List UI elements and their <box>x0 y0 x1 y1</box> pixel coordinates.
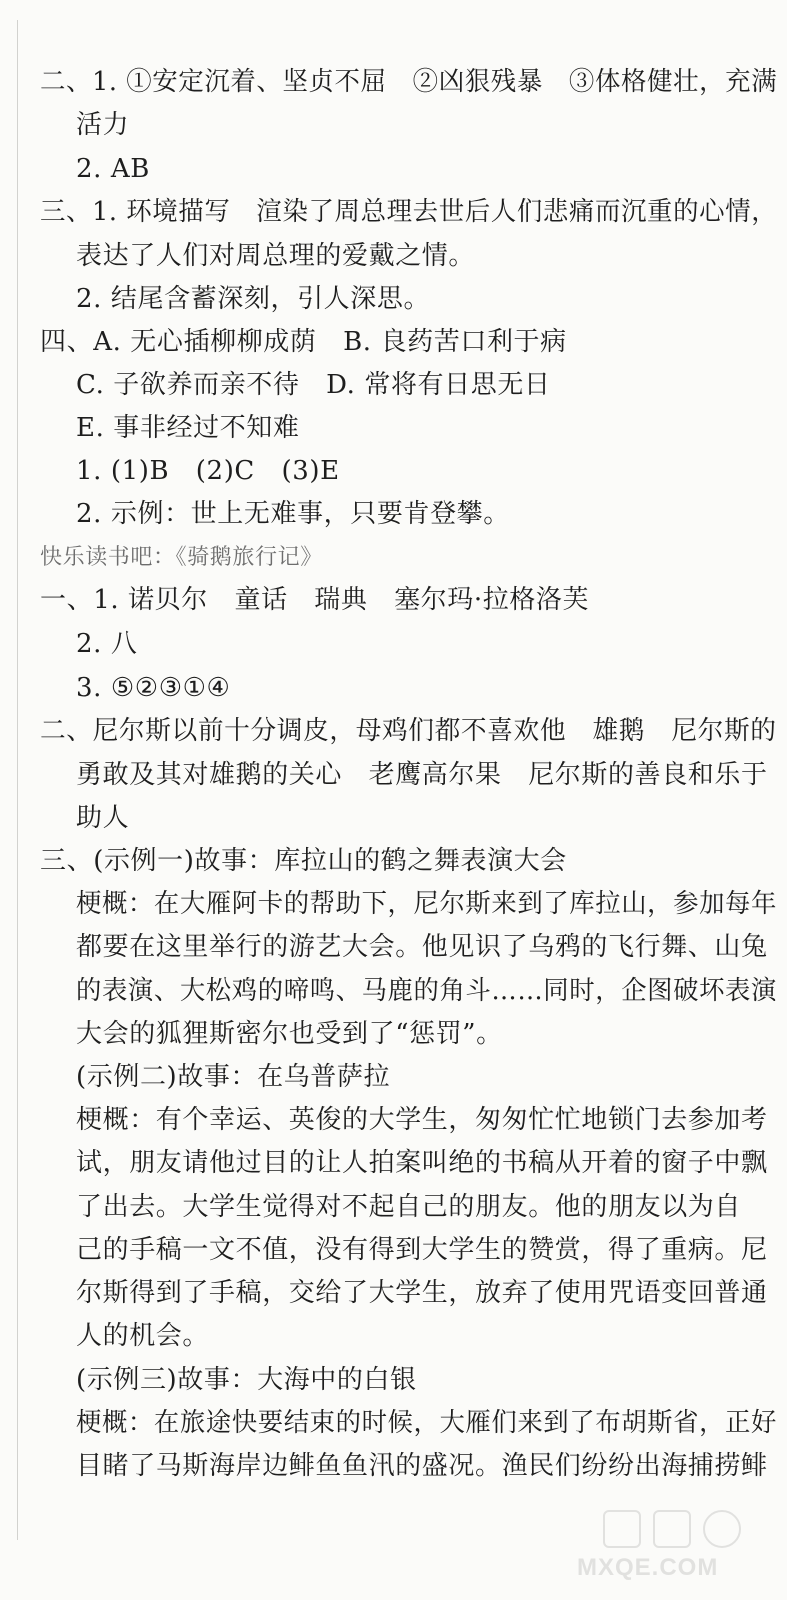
page-margin-line <box>17 20 18 1540</box>
watermark-logo <box>573 1510 773 1586</box>
answer-line: 2. 结尾含蓄深刻，引人深思。 <box>76 284 431 314</box>
answer-line: 四、A. 无心插柳柳成荫 B. 良药苦口利于病 <box>40 327 567 357</box>
answer-line: 二、尼尔斯以前十分调皮，母鸡们都不喜欢他 雄鹅 尼尔斯的 <box>40 716 777 746</box>
answer-line: E. 事非经过不知难 <box>76 413 300 443</box>
answer-line: 2. 八 <box>76 629 138 659</box>
answer-line: 三、(示例一)故事：库拉山的鹤之舞表演大会 <box>40 846 567 876</box>
answer-line: (示例二)故事：在乌普萨拉 <box>76 1062 391 1092</box>
answer-line: (示例三)故事：大海中的白银 <box>76 1365 417 1395</box>
answer-line: 人的机会。 <box>76 1321 210 1351</box>
answer-line: 了出去。大学生觉得对不起自己的朋友。他的朋友以为自 <box>76 1192 742 1222</box>
answer-line: 1. (1)B (2)C (3)E <box>76 456 340 486</box>
answer-line: 表达了人们对周总理的爱戴之情。 <box>76 241 476 271</box>
answer-line: 一、1. 诺贝尔 童话 瑞典 塞尔玛·拉格洛芙 <box>40 585 590 615</box>
answer-line: 活力 <box>76 110 130 140</box>
answer-line: 梗概：有个幸运、英俊的大学生，匆匆忙忙地锁门去参加考 <box>76 1105 768 1135</box>
answer-line: 试，朋友请他过目的让人拍案叫绝的书稿从开着的窗子中飘 <box>76 1148 768 1178</box>
answer-line: 3. ⑤②③①④ <box>76 673 231 703</box>
answer-line: 大会的狐狸斯密尔也受到了“惩罚”。 <box>76 1019 503 1049</box>
answer-line: 助人 <box>76 803 130 833</box>
answer-line: 目睹了马斯海岸边鲱鱼鱼汛的盛况。渔民们纷纷出海捕捞鲱 <box>76 1451 768 1481</box>
answer-line: 都要在这里举行的游艺大会。他见识了乌鸦的飞行舞、山兔 <box>76 932 768 962</box>
watermark-domain: MXQE.COM <box>577 1554 719 1581</box>
section-heading: 快乐读书吧：《骑鹅旅行记》 <box>40 545 323 570</box>
answer-line: 二、1. ①安定沉着、坚贞不屈 ②凶狠残暴 ③体格健壮，充满 <box>40 67 778 97</box>
answer-line: 的表演、大松鸡的啼鸣、马鹿的角斗……同时，企图破坏表演 <box>76 976 777 1006</box>
answer-line: 己的手稿一文不值，没有得到大学生的赞赏，得了重病。尼 <box>76 1235 768 1265</box>
answer-line: 梗概：在旅途快要结束的时候，大雁们来到了布胡斯省，正好 <box>76 1408 777 1438</box>
answer-line: 勇敢及其对雄鹅的关心 老鹰高尔果 尼尔斯的善良和乐于 <box>76 760 768 790</box>
answer-line: 2. 示例：世上无难事，只要肯登攀。 <box>76 499 510 529</box>
answer-line: 尔斯得到了手稿，交给了大学生，放弃了使用咒语变回普通 <box>76 1278 768 1308</box>
answer-line: 2. AB <box>76 154 150 184</box>
answer-line: 梗概：在大雁阿卡的帮助下，尼尔斯来到了库拉山，参加每年 <box>76 889 777 919</box>
answer-line: 三、1. 环境描写 渲染了周总理去世后人们悲痛而沉重的心情， <box>40 197 778 227</box>
answer-line: C. 子欲养而亲不待 D. 常将有日思无日 <box>76 370 551 400</box>
